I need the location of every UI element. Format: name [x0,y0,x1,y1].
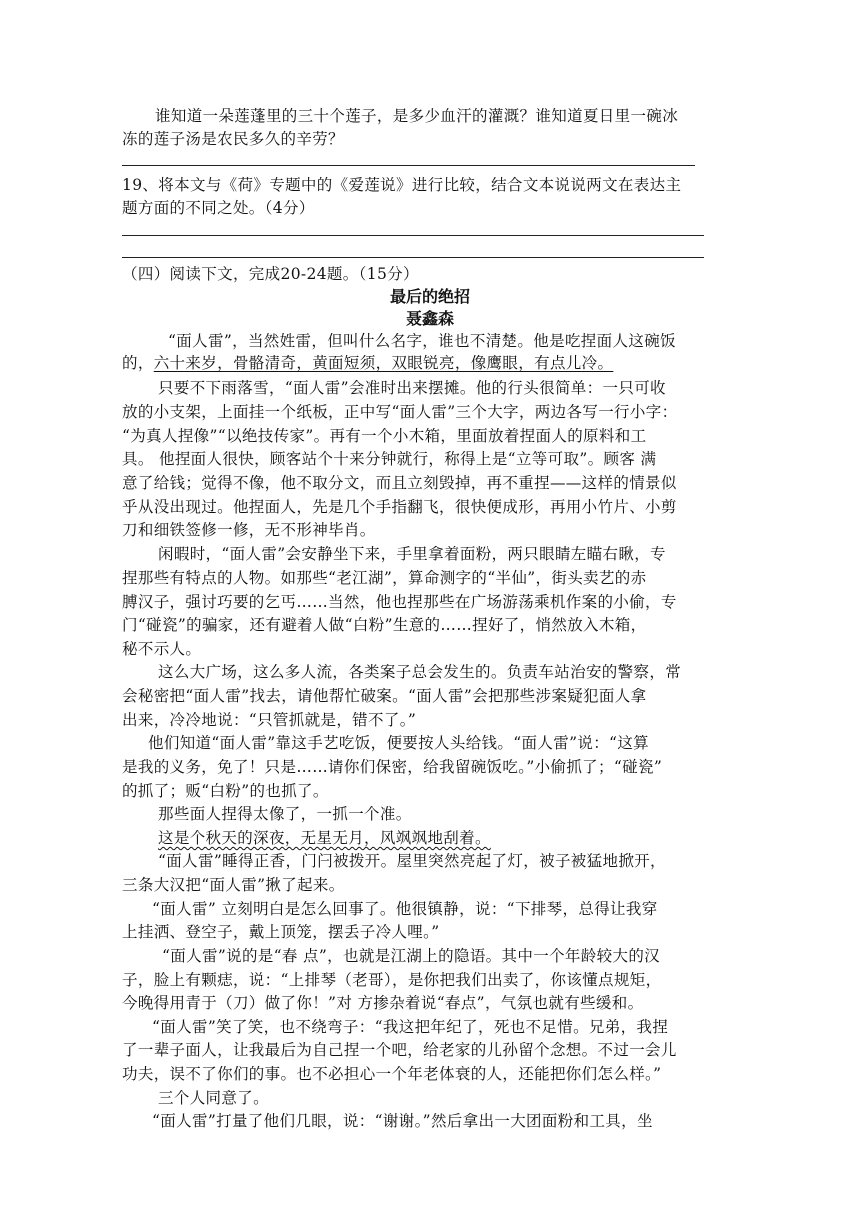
p2-line-3: “为真人捏像”“以绝技传家”。再有一个小木箱，里面放着捏面人的原料和工 [122,427,647,445]
q19-line-1: 19、将本文与《荷》专题中的《爱莲说》进行比较，结合文本说说两文在表达主 [122,176,682,194]
p10-line-1: “面人雷”说的是“春 点”，也就是江湖上的隐语。其中一个年龄较大的汉 [162,947,661,965]
story-title: 最后的绝招 [389,287,470,306]
p7-wavy-underlined-line: 这是个秋天的深夜，无星无月，风飒飒地刮着。 [158,829,491,847]
p10-line-2: 子，脸上有颗痣，说：“上排琴（老哥），是你把我们出卖了，你该懂点规矩， [122,971,662,989]
p2-line-5: 意了给钱；觉得不像，他不取分文，而且立刻毁掉，再不重捏——这样的情景似 [122,474,677,492]
p1-line-1: “面人雷”，当然姓雷，但叫什么名字，谁也不清楚。他是吃捏面人这碗饭 [168,332,676,350]
section-header: （四）阅读下文，完成20-24题。（15分） [122,265,419,283]
p2-line-2: 放的小支架，上面挂一个纸板，正中写“面人雷”三个大字，两边各写一行小字： [122,403,678,421]
answer-line-19a [122,235,704,236]
q18-quote-line-2: 冻的莲子汤是农民多久的辛劳？ [122,130,344,148]
p4-line-2: 会秘密把“面人雷”找去，请他帮忙破案。“面人雷”会把那些涉案疑犯面人拿 [122,687,647,705]
p8-line-1: “面人雷”睡得正香，门闩被拨开。屋里突然亮起了灯，被子被猛地掀开， [158,852,666,870]
q18-quote-line-1: 谁知道一朵莲蓬里的三十个莲子，是多少血汗的灌溉？谁知道夏日里一碗冰 [155,107,679,125]
answer-line-18 [122,165,695,166]
p3-line-3: 膊汉子，强讨巧要的乞丐……当然，他也捏那些在广场游荡乘机作案的小偷，专 [122,593,677,611]
answer-line-19b [122,257,704,258]
p11-line-3: 功夫，误不了你们的事。也不必担心一个年老体衰的人，还能把你们怎么样。” [122,1065,662,1083]
p6-line: 那些面人捏得太像了，一抓一个准。 [158,805,412,823]
p5-line-2: 是我的义务，免了！只是……请你们保密，给我留碗饭吃。”小偷抓了；“碰瓷” [122,758,663,776]
p11-line-1: “面人雷”笑了笑，也不绕弯子：“我这把年纪了，死也不足惜。兄弟，我捏 [152,1018,669,1036]
p5-line-3: 的抓了；贩“白粉”的也抓了。 [122,782,329,800]
p2-line-4: 具。 他捏面人很快，顾客站个十来分钟就行，称得上是“立等可取”。顾客 满 [122,450,657,468]
p12-line: 三个人同意了。 [158,1089,269,1107]
p10-line-3: 今晚得用青于（刀）做了你！”对 方掺杂着说“春点”，气氛也就有些缓和。 [122,994,644,1012]
p4-line-3: 出来，冷冷地说：“只管抓就是，错不了。” [122,711,417,729]
p1-line-2-pre: 的， [122,354,154,372]
p3-line-4: 门“碰瓷”的骗家，还有避着人做“白粉”生意的……捏好了，悄然放入木箱， [122,616,647,634]
q19-line-2: 题方面的不同之处。（4分） [122,199,315,217]
p3-line-5: 秘不示人。 [122,640,202,658]
story-author: 聂鑫森 [405,309,454,328]
p11-line-2: 了一辈子面人，让我最后为自己捏一个吧，给老家的儿孙留个念想。不过一会儿 [122,1041,677,1059]
p3-line-1: 闲暇时，“面人雷”会安静坐下来，手里拿着面粉，两只眼睛左瞄右瞅，专 [158,545,666,563]
p13-line-1: “面人雷”打量了他们几眼，说：“谢谢。”然后拿出一大团面粉和工具，坐 [152,1112,653,1130]
p3-line-2: 捏那些有特点的人物。如那些“老江湖”，算命测字的“半仙”，街头卖艺的赤 [122,569,647,587]
p5-line-1: 他们知道“面人雷”靠这手艺吃饭，便要按人头给钱。“面人雷”说：“这算 [148,734,650,752]
p2-line-7: 刀和细铁签修一修，无不形神毕肖。 [122,521,376,539]
p4-line-1: 这么大广场，这么多人流，各类案子总会发生的。负责车站治安的警察，常 [158,663,682,681]
p1-line-2 [122,353,613,373]
p2-line-6: 乎从没出现过。他捏面人，先是几个手指翻飞，很快便成形，再用小竹片、小剪 [122,498,677,516]
p8-line-2: 三条大汉把“面人雷”揪了起来。 [122,876,345,894]
p1-underlined-description: 六十来岁，骨骼清奇，黄面短须，双眼锐亮，像鹰眼，有点儿冷。 [153,354,614,372]
p9-line-1: “面人雷” 立刻明白是怎么回事了。他很镇静，说：“下排琴，总得让我穿 [152,900,658,918]
p2-line-1: 只要不下雨落雪，“面人雷”会准时出来摆摊。他的行头很简单：一只可收 [158,379,666,397]
p9-line-2: 上挂洒、登空子，戴上顶笼，摆丢子冷人哩。” [122,923,440,941]
